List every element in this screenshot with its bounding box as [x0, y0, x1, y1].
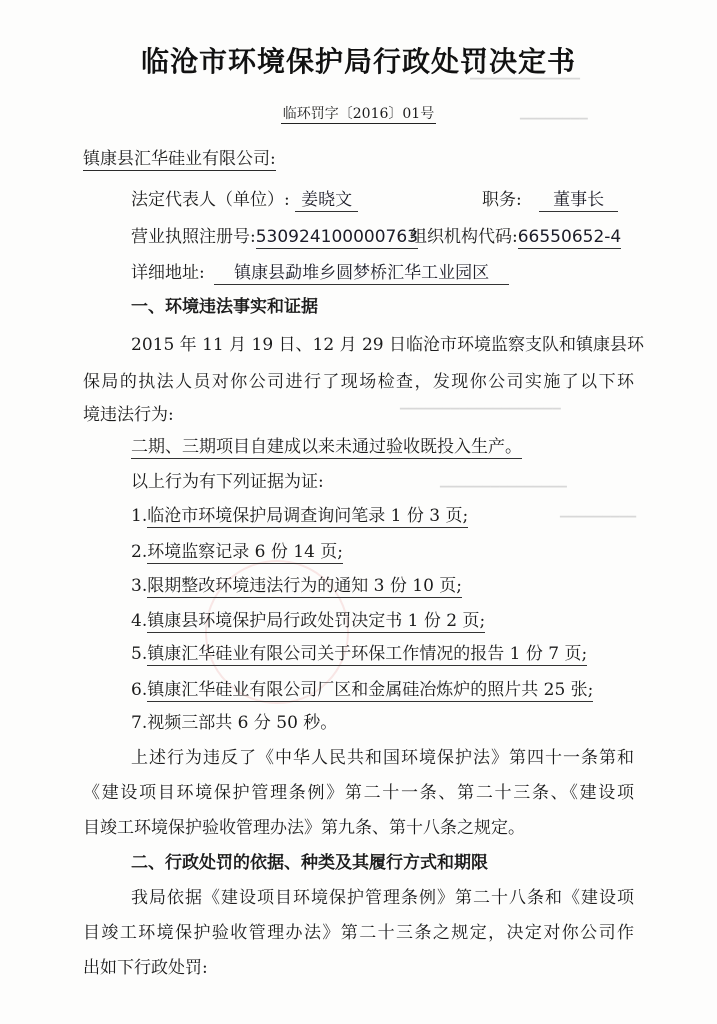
evidence-item: 3.限期整改环境违法行为的通知 3 份 10 页;	[131, 576, 463, 596]
document-number: 临环罚字〔2016〕01号	[282, 106, 435, 122]
evidence-item: 1.临沧市环境保护局调查询问笔录 1 份 3 页;	[131, 506, 469, 526]
evidence-item: 6.镇康汇华硅业有限公司厂区和金属硅冶炼炉的照片共 25 张;	[131, 680, 594, 700]
legal-rep-label: 法定代表人（单位）:	[131, 190, 290, 210]
position-value: 董事长	[539, 190, 618, 212]
section-heading-2: 二、行政处罚的依据、种类及其履行方式和期限	[131, 853, 488, 873]
basis-paragraph-line: 我局依据《建设项目环境保护管理条例》第二十八条和《建设项	[131, 888, 634, 908]
violation-statement: 二期、三期项目自建成以来未通过验收既投入生产。	[131, 437, 522, 457]
law-paragraph-line: 目竣工环境保护验收管理办法》第九条、第十八条之规定。	[83, 818, 525, 838]
evidence-item: 2.环境监察记录 6 份 14 页;	[131, 542, 344, 562]
legal-rep-value: 姜晓文	[295, 190, 358, 212]
bleed-through-text: ▔▔▔▔▔▔▔▔▔▔▔▔▔▔▔	[440, 486, 567, 499]
law-paragraph-line: 《建设项目环境保护管理条例》第二十一条、第二十三条、《建设项	[83, 783, 634, 803]
evidence-intro: 以上行为有下列证据为证:	[131, 472, 324, 492]
recipient: 镇康县汇华硅业有限公司:	[83, 149, 276, 169]
law-paragraph-line: 上述行为违反了《中华人民共和国环境保护法》第四十一条第和	[131, 748, 634, 768]
org-code-row	[410, 226, 621, 248]
facts-paragraph-line: 境违法行为:	[83, 405, 174, 425]
address-label: 详细地址:	[131, 263, 205, 283]
license-row	[131, 226, 418, 248]
document-title: 临沧市环境保护局行政处罚决定书	[140, 45, 576, 78]
facts-paragraph-line: 保局的执法人员对你公司进行了现场检查，发现你公司实施了以下环	[83, 372, 634, 392]
org-code-value: 66550652-4	[517, 227, 622, 247]
legal-representative-row	[131, 189, 358, 211]
bleed-through-text: ▔▔▔▔▔▔▔▔▔▔▔▔▔▔▔▔▔▔▔	[400, 408, 561, 421]
position-label: 职务:	[482, 190, 522, 210]
address-value: 镇康县勐堆乡圆梦桥汇华工业园区	[214, 263, 509, 285]
position-row	[482, 189, 618, 211]
evidence-item: 7.视频三部共 6 分 50 秒。	[131, 713, 338, 733]
evidence-item: 4.镇康县环境保护局行政处罚决定书 1 份 2 页;	[131, 611, 486, 631]
basis-paragraph-line: 出如下行政处罚:	[83, 958, 208, 978]
section-heading-1: 一、环境违法事实和证据	[131, 297, 318, 317]
license-value: 530924100000763	[255, 227, 418, 247]
evidence-item: 5.镇康汇华硅业有限公司关于环保工作情况的报告 1 份 7 页;	[131, 644, 588, 664]
basis-paragraph-line: 目竣工环境保护验收管理办法》第二十三条之规定，决定对你公司作	[83, 923, 634, 943]
bleed-through-text: ▔▔▔▔▔▔▔▔▔▔▔▔▔	[470, 78, 580, 91]
bleed-through-text: ▔▔▔▔▔▔▔▔▔	[560, 516, 637, 529]
address-row	[131, 262, 509, 284]
facts-paragraph-line: 2015 年 11 月 19 日、12 月 29 日临沧市环境监察支队和镇康县环	[131, 335, 645, 355]
license-label: 营业执照注册号:	[131, 227, 256, 247]
org-code-label: 组织机构代码:	[410, 227, 518, 247]
bleed-through-text: ▔▔▔▔▔▔▔▔	[520, 118, 588, 131]
